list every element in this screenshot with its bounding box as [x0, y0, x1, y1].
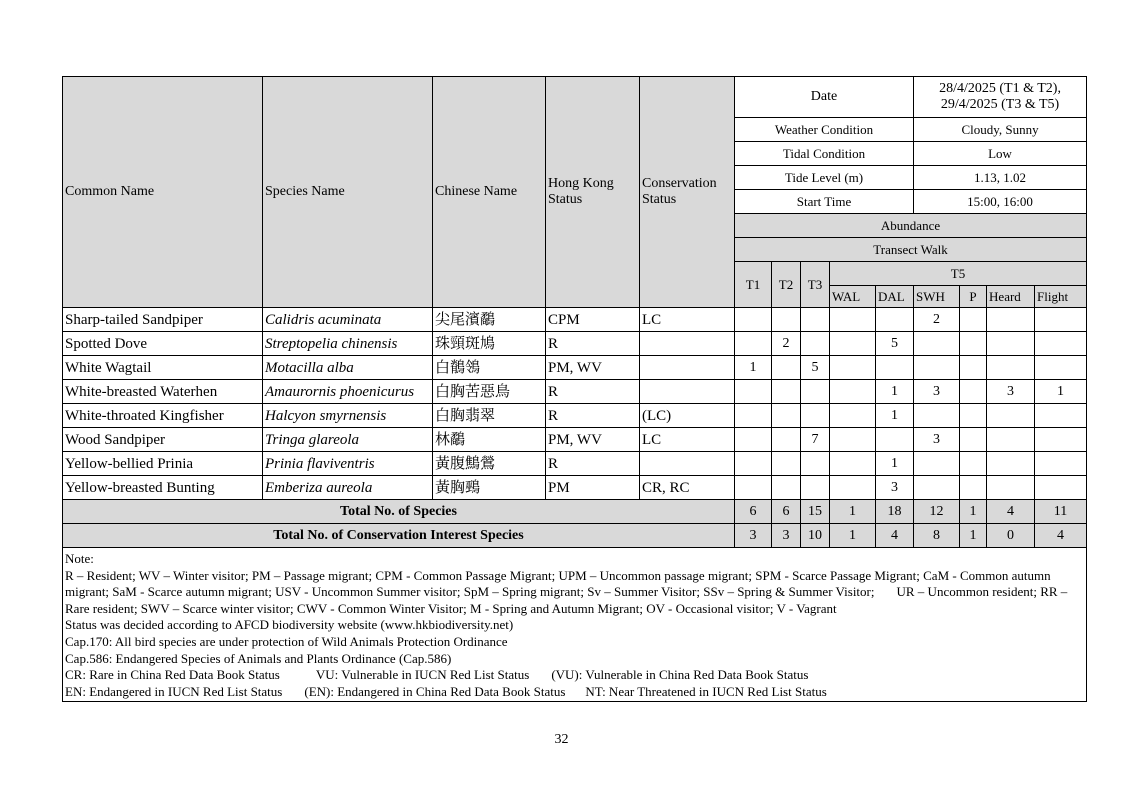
table-row: [63, 428, 1087, 452]
note-nt: NT: Near Threatened in IUCN Red List Status: [585, 683, 827, 699]
note-cap586: Cap.586: Endangered Species of Animals and Plants Ordinance (Cap.586): [65, 650, 452, 666]
note-status-source: Status was decided according to AFCD biodiversity website (www.hkbiodiversity.net): [65, 617, 514, 633]
condition-value-tide-level: 1.13, 1.02: [914, 166, 1087, 190]
total-row: [63, 524, 1087, 548]
cell-common-name: White Wagtail: [63, 356, 263, 380]
cell-count-flight: [1035, 428, 1087, 452]
cell-species-name: Amaurornis phoenicurus: [263, 380, 433, 404]
total-heard: 4: [987, 500, 1035, 524]
header-transect-walk: Transect Walk: [735, 238, 1087, 262]
note-heading: Note:: [65, 551, 94, 566]
cell-count-flight: [1035, 452, 1087, 476]
cell-count-heard: 3: [987, 380, 1035, 404]
cell-count-p: [960, 452, 987, 476]
cell-count-dal: 5: [876, 332, 914, 356]
cell-hk-status: R: [546, 380, 640, 404]
cell-count-t1: [735, 476, 772, 500]
cell-chinese-name: 黃胸鵐: [433, 476, 546, 500]
cell-conservation-status: (LC): [640, 404, 735, 428]
cell-species-name: Halcyon smyrnensis: [263, 404, 433, 428]
header-t3: T3: [801, 262, 830, 308]
cell-count-swh: [914, 452, 960, 476]
cell-count-dal: 3: [876, 476, 914, 500]
cell-count-t2: [772, 356, 801, 380]
cell-count-t2: [772, 404, 801, 428]
cell-count-wal: [830, 308, 876, 332]
cell-chinese-name: 白鶺鴒: [433, 356, 546, 380]
header-wal: WAL: [830, 286, 876, 308]
cell-count-dal: [876, 308, 914, 332]
total-label: Total No. of Conservation Interest Species: [63, 524, 735, 548]
note-vu: VU: Vulnerable in IUCN Red List Status: [315, 667, 530, 683]
cell-count-flight: 1: [1035, 380, 1087, 404]
cell-hk-status: PM, WV: [546, 428, 640, 452]
cell-count-heard: [987, 308, 1035, 332]
page-number: 32: [554, 732, 569, 747]
cell-count-swh: 2: [914, 308, 960, 332]
cell-count-dal: 1: [876, 404, 914, 428]
table-row: [63, 308, 1087, 332]
total-p: 1: [960, 500, 987, 524]
cell-count-wal: [830, 476, 876, 500]
cell-count-p: [960, 404, 987, 428]
species-rows: [63, 308, 1087, 500]
total-dal: 4: [876, 524, 914, 548]
note-en: EN: Endangered in IUCN Red List Status: [65, 683, 283, 699]
total-swh: 12: [914, 500, 960, 524]
header-abundance: Abundance: [735, 214, 1087, 238]
cell-count-t3: [801, 452, 830, 476]
cell-common-name: Spotted Dove: [63, 332, 263, 356]
cell-count-t2: [772, 380, 801, 404]
cell-common-name: Sharp-tailed Sandpiper: [63, 308, 263, 332]
cell-count-dal: 1: [876, 452, 914, 476]
cell-count-t1: [735, 380, 772, 404]
cell-count-wal: [830, 452, 876, 476]
cell-conservation-status: LC: [640, 308, 735, 332]
cell-count-heard: [987, 356, 1035, 380]
cell-count-heard: [987, 452, 1035, 476]
bird-survey-table: [62, 76, 1087, 702]
cell-count-p: [960, 380, 987, 404]
total-dal: 18: [876, 500, 914, 524]
condition-label-tide-level: Tide Level (m): [735, 166, 914, 190]
cell-count-t2: [772, 476, 801, 500]
total-flight: 4: [1035, 524, 1087, 548]
cell-hk-status: R: [546, 452, 640, 476]
cell-common-name: Yellow-breasted Bunting: [63, 476, 263, 500]
header-common-name: Common Name: [63, 77, 263, 308]
cell-count-p: [960, 428, 987, 452]
total-rows: [63, 500, 1087, 548]
cell-count-t1: [735, 332, 772, 356]
header-conservation-status: Conservation Status: [640, 77, 735, 308]
cell-chinese-name: 白胸翡翠: [433, 404, 546, 428]
condition-value-weather: Cloudy, Sunny: [914, 118, 1087, 142]
cell-count-t1: [735, 452, 772, 476]
cell-count-t2: [772, 308, 801, 332]
cell-count-swh: [914, 356, 960, 380]
cell-chinese-name: 珠頸斑鳩: [433, 332, 546, 356]
total-flight: 11: [1035, 500, 1087, 524]
cell-count-wal: [830, 356, 876, 380]
cell-count-dal: [876, 356, 914, 380]
cell-count-wal: [830, 380, 876, 404]
cell-species-name: Calidris acuminata: [263, 308, 433, 332]
table-row: [63, 404, 1087, 428]
total-wal: 1: [830, 524, 876, 548]
cell-count-t3: 7: [801, 428, 830, 452]
cell-conservation-status: LC: [640, 428, 735, 452]
cell-count-swh: 3: [914, 380, 960, 404]
table-row: [63, 332, 1087, 356]
header-t5: T5: [830, 262, 1087, 286]
cell-count-t3: [801, 308, 830, 332]
note-legend-tail: UR – Uncommon resident; RR – Rare resident; SWV – Scarce winter visitor; CWV - Common Winter Visitor; M - Spring and Autumn Migrant; OV - Occasional visitor; V - Vagrant: [65, 584, 1068, 616]
total-t1: 6: [735, 500, 772, 524]
table-row: [63, 476, 1087, 500]
cell-species-name: Motacilla alba: [263, 356, 433, 380]
cell-count-dal: 1: [876, 380, 914, 404]
total-label: Total No. of Species: [63, 500, 735, 524]
cell-conservation-status: [640, 380, 735, 404]
condition-label-date: Date: [735, 77, 914, 118]
total-t2: 3: [772, 524, 801, 548]
cell-count-heard: [987, 476, 1035, 500]
cell-count-wal: [830, 332, 876, 356]
cell-conservation-status: [640, 356, 735, 380]
cell-count-p: [960, 332, 987, 356]
cell-species-name: Tringa glareola: [263, 428, 433, 452]
condition-label-tidal: Tidal Condition: [735, 142, 914, 166]
table-row: [63, 380, 1087, 404]
header-dal: DAL: [876, 286, 914, 308]
cell-count-t2: [772, 428, 801, 452]
header-heard: Heard: [987, 286, 1035, 308]
table-row: [63, 356, 1087, 380]
total-row: [63, 500, 1087, 524]
header-p: P: [960, 286, 987, 308]
header-t1: T1: [735, 262, 772, 308]
cell-count-swh: [914, 332, 960, 356]
note-en-china: (EN): Endangered in China Red Data Book Status: [304, 683, 566, 699]
cell-count-t3: 5: [801, 356, 830, 380]
condition-label-start-time: Start Time: [735, 190, 914, 214]
cell-count-heard: [987, 404, 1035, 428]
total-t1: 3: [735, 524, 772, 548]
note-legend: [65, 568, 1084, 618]
cell-count-swh: 3: [914, 428, 960, 452]
note-status-line-1: [65, 667, 1084, 684]
total-p: 1: [960, 524, 987, 548]
cell-hk-status: R: [546, 332, 640, 356]
cell-hk-status: PM: [546, 476, 640, 500]
condition-value-date: 28/4/2025 (T1 & T2), 29/4/2025 (T3 & T5): [914, 77, 1087, 118]
cell-species-name: Streptopelia chinensis: [263, 332, 433, 356]
total-swh: 8: [914, 524, 960, 548]
cell-common-name: Yellow-bellied Prinia: [63, 452, 263, 476]
cell-count-swh: [914, 404, 960, 428]
header-species-name: Species Name: [263, 77, 433, 308]
cell-species-name: Emberiza aureola: [263, 476, 433, 500]
notes-section: [63, 548, 1087, 702]
cell-count-wal: [830, 404, 876, 428]
table-row: [63, 452, 1087, 476]
note-legend-main: R – Resident; WV – Winter visitor; PM – Passage migrant; CPM - Common Passage Migrant; UPM – Uncommon passage migrant; SPM - Scarce Passage Migrant; CaM - Common autumn migrant; SaM - Scarce autumn migrant; USV - Uncommon Summer visitor; SpM – Spring migrant; Sv – Summer Visitor; SSv – Spring & Summer Visitor;: [65, 567, 1051, 600]
total-wal: 1: [830, 500, 876, 524]
cell-chinese-name: 林鷸: [433, 428, 546, 452]
cell-common-name: White-breasted Waterhen: [63, 380, 263, 404]
header-swh: SWH: [914, 286, 960, 308]
cell-hk-status: R: [546, 404, 640, 428]
note-cap170: Cap.170: All bird species are under protection of Wild Animals Protection Ordinance: [65, 633, 508, 649]
header-flight: Flight: [1035, 286, 1087, 308]
condition-label-weather: Weather Condition: [735, 118, 914, 142]
cell-count-t3: [801, 332, 830, 356]
total-heard: 0: [987, 524, 1035, 548]
cell-chinese-name: 白胸苦惡鳥: [433, 380, 546, 404]
cell-count-p: [960, 356, 987, 380]
cell-hk-status: CPM: [546, 308, 640, 332]
cell-count-p: [960, 308, 987, 332]
cell-count-flight: [1035, 404, 1087, 428]
condition-value-start-time: 15:00, 16:00: [914, 190, 1087, 214]
cell-hk-status: PM, WV: [546, 356, 640, 380]
cell-chinese-name: 黃腹鷦鶯: [433, 452, 546, 476]
total-t3: 10: [801, 524, 830, 548]
note-vu-china: (VU): Vulnerable in China Red Data Book Status: [551, 667, 809, 683]
cell-count-p: [960, 476, 987, 500]
cell-count-heard: [987, 428, 1035, 452]
cell-count-dal: [876, 428, 914, 452]
header-chinese-name: Chinese Name: [433, 77, 546, 308]
cell-count-flight: [1035, 332, 1087, 356]
cell-count-t2: 2: [772, 332, 801, 356]
cell-count-flight: [1035, 476, 1087, 500]
total-t3: 15: [801, 500, 830, 524]
cell-count-flight: [1035, 308, 1087, 332]
cell-chinese-name: 尖尾濱鷸: [433, 308, 546, 332]
cell-count-t3: [801, 404, 830, 428]
cell-conservation-status: [640, 332, 735, 356]
total-t2: 6: [772, 500, 801, 524]
cell-conservation-status: CR, RC: [640, 476, 735, 500]
note-status-line-2: [65, 684, 1084, 701]
cell-count-t1: [735, 428, 772, 452]
condition-value-tidal: Low: [914, 142, 1087, 166]
cell-count-t3: [801, 476, 830, 500]
cell-count-heard: [987, 332, 1035, 356]
cell-count-swh: [914, 476, 960, 500]
header-t2: T2: [772, 262, 801, 308]
cell-common-name: White-throated Kingfisher: [63, 404, 263, 428]
cell-common-name: Wood Sandpiper: [63, 428, 263, 452]
cell-count-t1: 1: [735, 356, 772, 380]
cell-count-t1: [735, 308, 772, 332]
cell-count-t2: [772, 452, 801, 476]
note-cr: CR: Rare in China Red Data Book Status: [65, 667, 280, 683]
cell-count-wal: [830, 428, 876, 452]
header-hk-status: Hong Kong Status: [546, 77, 640, 308]
cell-count-t3: [801, 380, 830, 404]
cell-count-t1: [735, 404, 772, 428]
cell-species-name: Prinia flaviventris: [263, 452, 433, 476]
cell-count-flight: [1035, 356, 1087, 380]
cell-conservation-status: [640, 452, 735, 476]
